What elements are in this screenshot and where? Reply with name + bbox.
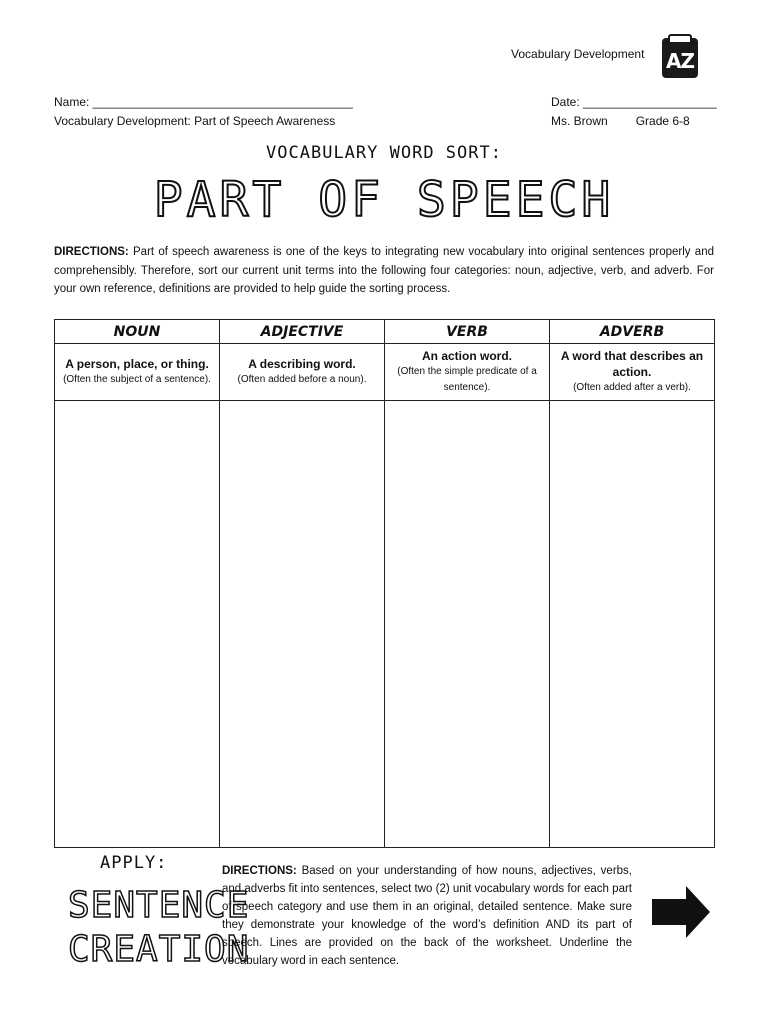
- definition-row: [55, 344, 715, 401]
- apply-directions-text: Based on your understanding of how nouns, adjectives, verbs, and adverbs fit into sentences, select two (2) unit vocabulary words for each part of speech category and use them in an original, detailed sentence. Make sure they demonstrate your knowledge of the word’s definition AND its part of speech. Lines are provided on the back of the worksheet. Underline the vocabulary word in each sentence.: [222, 865, 632, 967]
- arrow-right-icon: [652, 886, 712, 938]
- table-header-row: [55, 320, 715, 344]
- date-line: Date: ____________________: [551, 95, 717, 109]
- teacher-name: Ms. Brown: [551, 114, 608, 128]
- apply-label: APPLY:: [100, 853, 168, 873]
- noun-header: NOUN: [55, 320, 220, 344]
- az-icon-text: AZ: [666, 49, 694, 73]
- header-label: Vocabulary Development: [511, 47, 645, 61]
- verb-definition: [385, 344, 550, 401]
- directions-label: DIRECTIONS:: [54, 246, 129, 258]
- noun-entry-area[interactable]: [55, 401, 220, 848]
- definition-note: (Often the subject of a sentence).: [63, 374, 211, 385]
- definition-text: A word that describes an action.: [560, 349, 704, 379]
- class-info: [551, 93, 717, 131]
- directions-text: Part of speech awareness is one of the keys to integrating new vocabulary into original sentences properly and comprehensibly. Therefore, sort our current unit terms into the following four categories: noun, adjective, verb, and adverb. For your own reference, definitions are provided to help guide the sorting process.: [54, 246, 714, 295]
- verb-header: VERB: [385, 320, 550, 344]
- name-line: Name: _______________________________________: [54, 95, 353, 109]
- grade-level: Grade 6-8: [635, 114, 690, 128]
- word-sort-table: [54, 319, 715, 848]
- sentence-creation-line2: CREATION: [68, 929, 250, 970]
- az-dictionary-icon: [662, 38, 698, 78]
- definition-note: (Often added before a noun).: [237, 374, 367, 385]
- section-subtitle: VOCABULARY WORD SORT:: [266, 143, 502, 163]
- adverb-definition: [550, 344, 715, 401]
- student-info: [54, 93, 353, 131]
- adverb-header: ADVERB: [550, 320, 715, 344]
- apply-directions: [222, 862, 632, 970]
- sort-entry-row: [55, 401, 715, 848]
- sentence-creation-line1: SENTENCE: [68, 885, 250, 926]
- adjective-entry-area[interactable]: [220, 401, 385, 848]
- definition-note: (Often added after a verb).: [573, 382, 691, 393]
- apply-directions-label: DIRECTIONS:: [222, 865, 297, 877]
- definition-note: (Often the simple predicate of a sentence).: [397, 366, 537, 393]
- verb-entry-area[interactable]: [385, 401, 550, 848]
- adverb-entry-area[interactable]: [550, 401, 715, 848]
- definition-text: A person, place, or thing.: [65, 357, 209, 371]
- directions-paragraph: [54, 243, 714, 299]
- adjective-definition: [220, 344, 385, 401]
- page-title: PART OF SPEECH: [153, 172, 615, 228]
- definition-text: An action word.: [422, 349, 512, 363]
- definition-text: A describing word.: [248, 357, 356, 371]
- teacher-grade: [551, 112, 717, 131]
- worksheet-subtitle: Vocabulary Development: Part of Speech Awareness: [54, 114, 336, 128]
- noun-definition: [55, 344, 220, 401]
- adjective-header: ADJECTIVE: [220, 320, 385, 344]
